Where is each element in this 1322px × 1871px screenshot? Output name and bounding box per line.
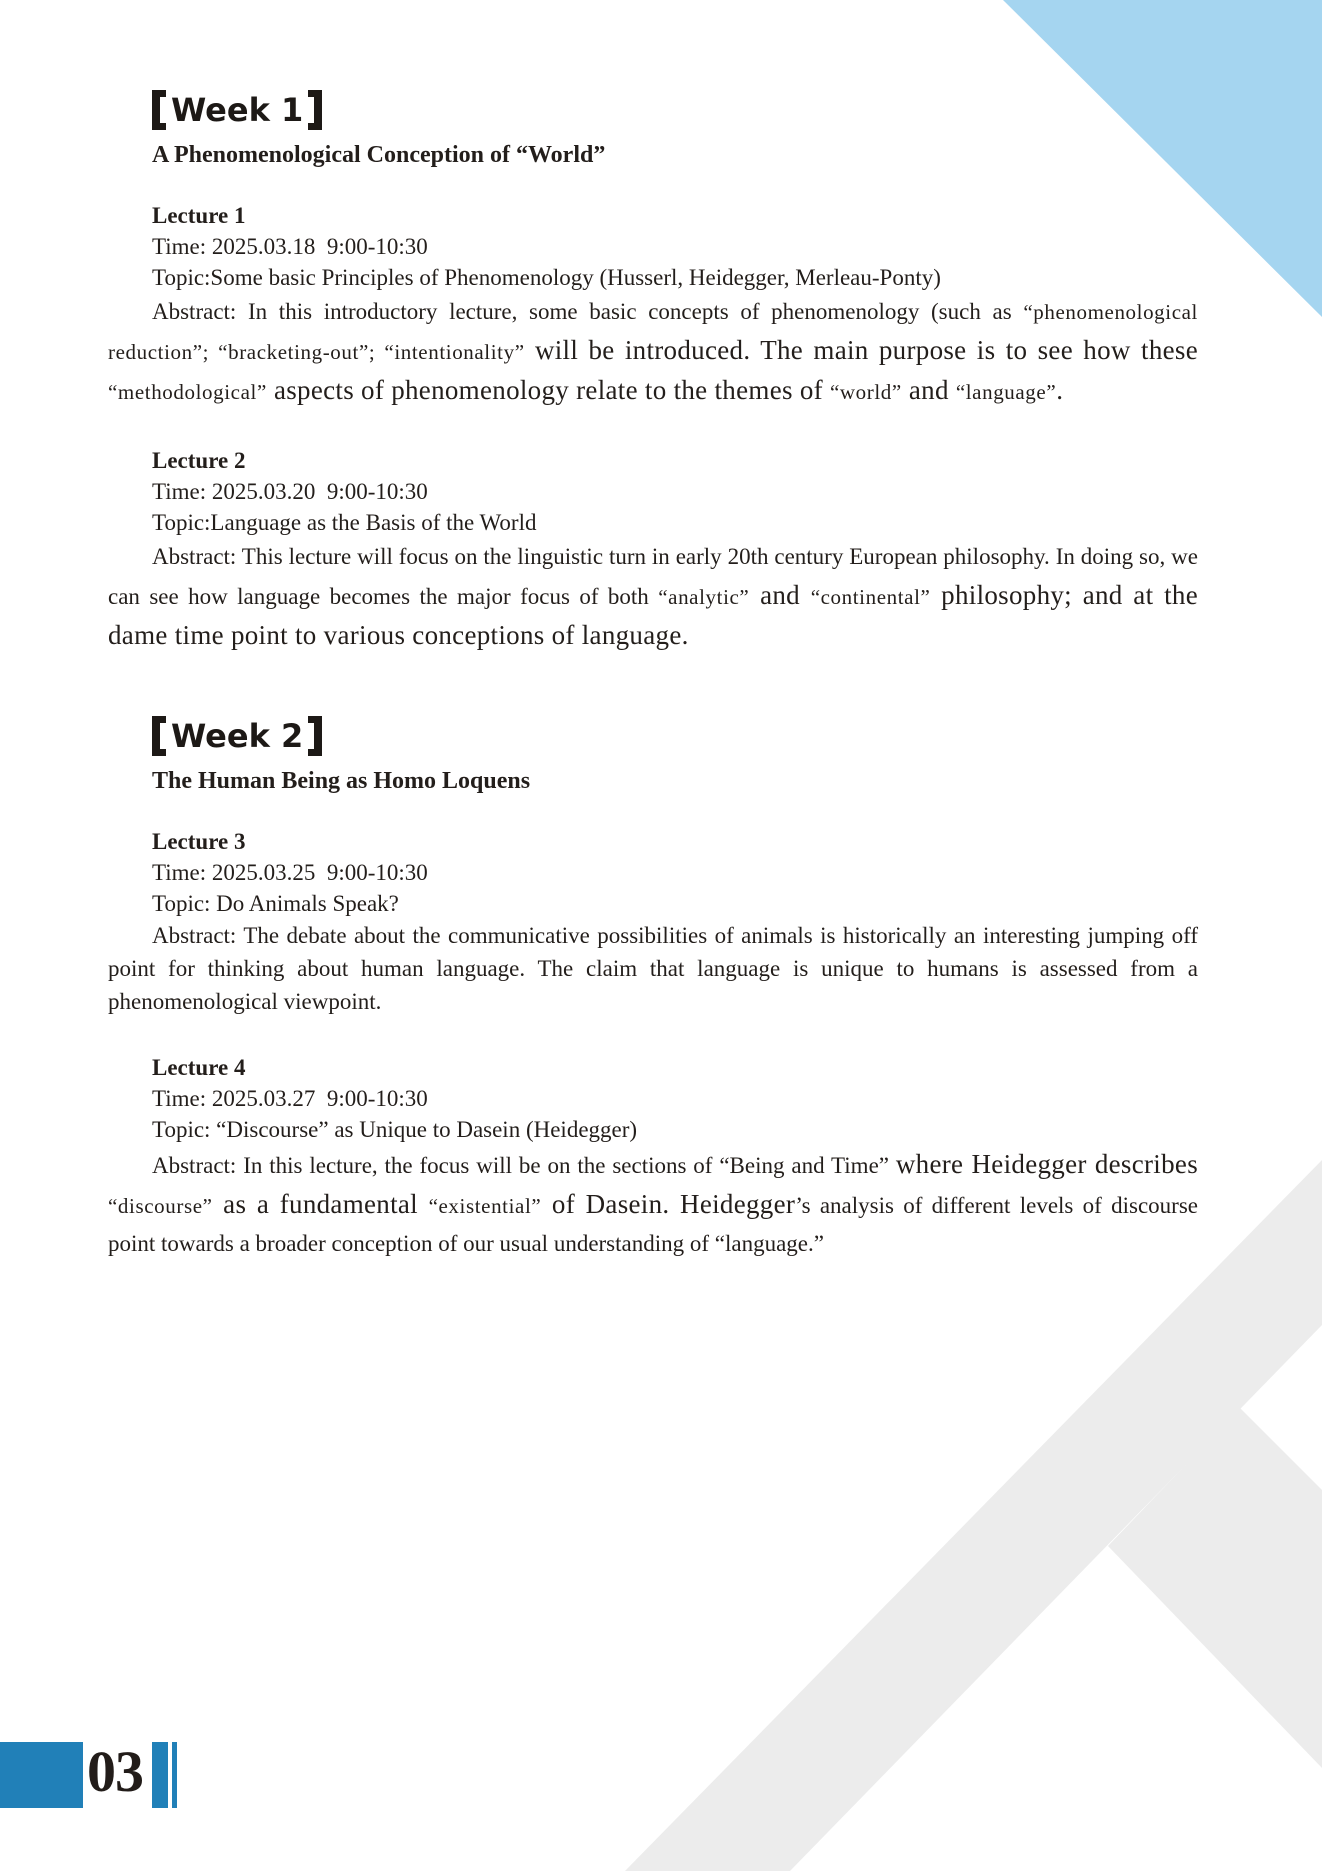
week-1-label: Week 1: [171, 91, 304, 129]
week-1-heading: [152, 86, 1198, 134]
text-run: Abstract: The debate about the communicative possibilities of animals is historically an interesting jumping off point for thinking about human language. The claim that language is unique to humans is assessed from a phenomenological viewpoint.: [108, 923, 1198, 1014]
lecture-4-block: [108, 1052, 1198, 1263]
lecture-1-abstract: [108, 293, 1198, 411]
lecture-4-abstract: [108, 1145, 1198, 1263]
lecture-4-heading: Lecture 4: [152, 1055, 246, 1080]
footer-accent-rectangle: [0, 1742, 83, 1808]
text-run: “discourse”: [108, 1194, 213, 1218]
lecture-3-time: Time: 2025.03.25 9:00-10:30: [152, 860, 428, 885]
lecture-1-time: Time: 2025.03.18 9:00-10:30: [152, 234, 428, 259]
text-run: Abstract: This lecture will focus on the linguistic turn in early 20th century European philosophy. In doing so, we can see how language becomes the major focus of both: [108, 544, 1198, 609]
lenticular-bracket-left-icon: [152, 90, 166, 130]
lecture-3-block: [108, 826, 1198, 1018]
lecture-2-heading: Lecture 2: [152, 448, 246, 473]
week-2-label: Week 2: [171, 717, 304, 755]
lecture-2-abstract: [108, 538, 1198, 656]
text-run: ’s analysis of different levels of discourse point towards a broader conception of our usual understanding of “language.”: [108, 1193, 1198, 1256]
week-section-1: [108, 86, 1198, 656]
lecture-3-topic: Topic: Do Animals Speak?: [152, 891, 399, 916]
text-run: as a fundamental: [212, 1189, 429, 1219]
lecture-1-topic: Topic:Some basic Principles of Phenomenology (Husserl, Heidegger, Merleau-Ponty): [152, 265, 941, 290]
lenticular-bracket-left-icon: [152, 716, 166, 756]
text-run: “existential”: [428, 1194, 542, 1218]
footer-accent-bar-thin: [172, 1742, 177, 1808]
text-run: where Heidegger describes: [895, 1149, 1198, 1179]
text-run: and: [749, 580, 811, 610]
text-run: .: [1056, 375, 1064, 405]
text-run: and: [901, 375, 956, 405]
footer-accent-bar-thick: [152, 1742, 168, 1808]
text-run: “methodological”: [108, 380, 267, 404]
text-run: “phenomenological reduction”; “bracketing-out”; “intentionality”: [108, 300, 1198, 364]
week-1-title: A Phenomenological Conception of “World”: [152, 142, 606, 168]
week-section-2: [108, 712, 1198, 1263]
lecture-2-topic: Topic:Language as the Basis of the World: [152, 510, 537, 535]
text-run: Abstract: In this introductory lecture, some basic concepts of phenomenology (such as: [152, 299, 1024, 324]
text-run: Abstract: In this lecture, the focus will be on the sections of “Being and Time”: [152, 1153, 896, 1178]
page-number: 03: [87, 1739, 143, 1804]
lecture-3-abstract: [108, 919, 1198, 1018]
text-run: aspects of phenomenology relate to the themes of: [266, 375, 830, 405]
text-run: “world”: [829, 380, 902, 404]
lecture-1-block: [108, 200, 1198, 411]
lecture-4-time: Time: 2025.03.27 9:00-10:30: [152, 1086, 428, 1111]
week-2-heading: [152, 712, 1198, 760]
text-run: “continental”: [810, 585, 931, 609]
lecture-3-heading: Lecture 3: [152, 829, 246, 854]
week-2-title: The Human Being as Homo Loquens: [152, 768, 531, 794]
text-run: of Dasein. Heidegger: [541, 1189, 796, 1219]
text-run: “language”: [955, 380, 1057, 404]
text-run: will be introduced. The main purpose is to see how these: [524, 335, 1198, 365]
lenticular-bracket-right-icon: [308, 716, 322, 756]
text-run: philosophy; and at the dame time point to various conceptions of language.: [108, 580, 1198, 650]
lecture-2-time: Time: 2025.03.20 9:00-10:30: [152, 479, 428, 504]
lecture-4-topic: Topic: “Discourse” as Unique to Dasein (Heidegger): [152, 1117, 638, 1142]
lecture-1-heading: Lecture 1: [152, 203, 246, 228]
syllabus-content: [108, 86, 1198, 1263]
lecture-2-block: [108, 445, 1198, 656]
lenticular-bracket-right-icon: [308, 90, 322, 130]
text-run: “analytic”: [658, 585, 750, 609]
